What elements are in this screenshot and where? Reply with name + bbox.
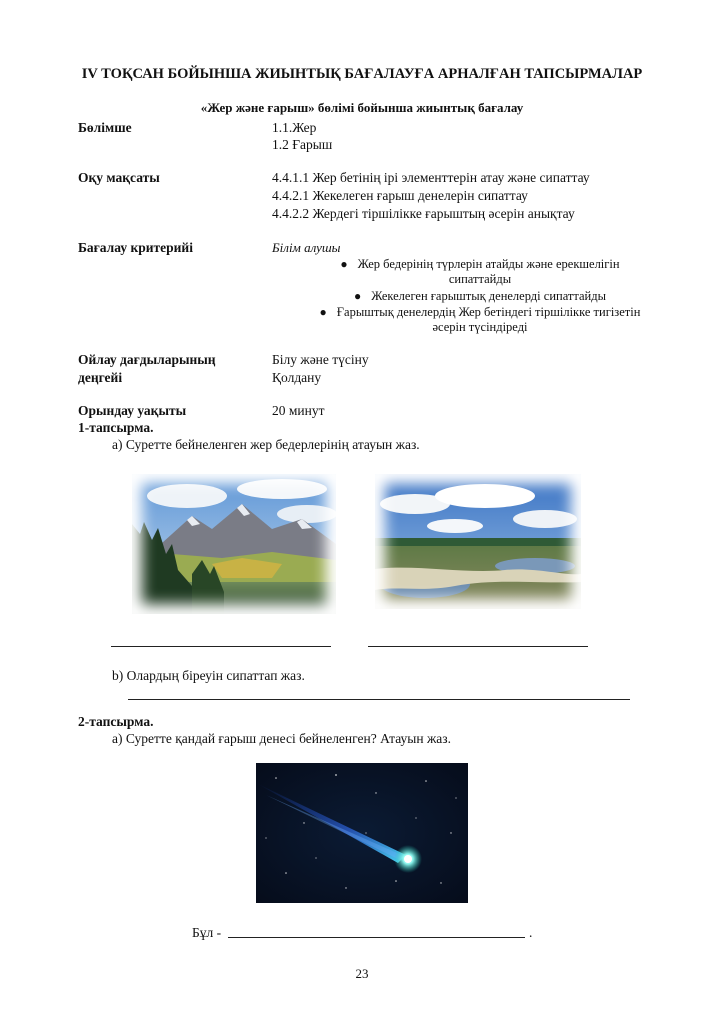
task1-b-text: b) Олардың біреуін сипаттап жаз.	[112, 668, 305, 683]
section-value: 1.2 Ғарыш	[272, 137, 333, 152]
page-title: IV ТОҚСАН БОЙЫНША ЖИЫНТЫҚ БАҒАЛАУҒА АРНАЛҒАН ТАПСЫРМАЛАР	[81, 66, 643, 82]
task2-heading: 2-тапсырма.	[78, 714, 154, 729]
task2-answer-suffix: .	[529, 925, 533, 940]
thinking-label: Ойлау дағдыларының	[78, 352, 216, 367]
answer-line[interactable]	[368, 646, 588, 647]
goal-value: 4.4.2.2 Жердегі тіршілікке ғарыштың әсерін анықтау	[272, 206, 575, 221]
bullet-icon: ●	[319, 305, 327, 319]
criteria-item: ● Жекелеген ғарыштық денелерді сипаттайды	[354, 289, 606, 303]
page-number: 23	[355, 966, 369, 981]
comet-photo	[256, 763, 468, 903]
bullet-icon: ●	[340, 257, 348, 271]
page-subtitle: «Жер және ғарыш» бөлімі бойынша жиынтық бағалау	[200, 100, 524, 115]
task2-answer-prefix: Бұл -	[192, 925, 222, 940]
goal-value: 4.4.2.1 Жекелеген ғарыш денелерін сипаттау	[272, 188, 528, 203]
task1-heading: 1-тапсырма.	[78, 420, 154, 435]
goal-label: Оқу мақсаты	[78, 170, 160, 185]
criteria-intro: Білім алушы	[272, 240, 341, 255]
mountain-landscape-photo	[132, 474, 336, 614]
time-value: 20 минут	[272, 403, 325, 418]
thinking-label: деңгейі	[78, 370, 123, 385]
bullet-icon: ●	[354, 289, 362, 303]
thinking-value: Қолдану	[272, 370, 322, 385]
criteria-label: Бағалау критерийі	[78, 240, 193, 255]
section-label: Бөлімше	[78, 120, 132, 135]
task1-a-text: a) Суретте бейнеленген жер бедерлерінің атауын жаз.	[112, 437, 420, 452]
answer-line[interactable]	[228, 937, 525, 938]
plain-landscape-photo	[375, 474, 581, 609]
answer-line[interactable]	[111, 646, 331, 647]
goal-value: 4.4.1.1 Жер бетінің ірі элементтерін атау және сипаттау	[272, 170, 590, 185]
thinking-value: Білу және түсіну	[272, 352, 369, 367]
answer-line[interactable]	[128, 699, 630, 700]
criteria-item: ● Ғарыштық денелердің Жер бетіндегі тіршілікке тигізетін әсерін түсіндіреді	[319, 305, 641, 334]
criteria-item: ● Жер бедерінің түрлерін атайды және ерекшелігін сипаттайды	[340, 257, 620, 286]
time-label: Орындау уақыты	[78, 403, 187, 418]
section-value: 1.1.Жер	[272, 120, 317, 135]
task2-a-text: a) Суретте қандай ғарыш денесі бейнеленген? Атауын жаз.	[112, 731, 451, 746]
